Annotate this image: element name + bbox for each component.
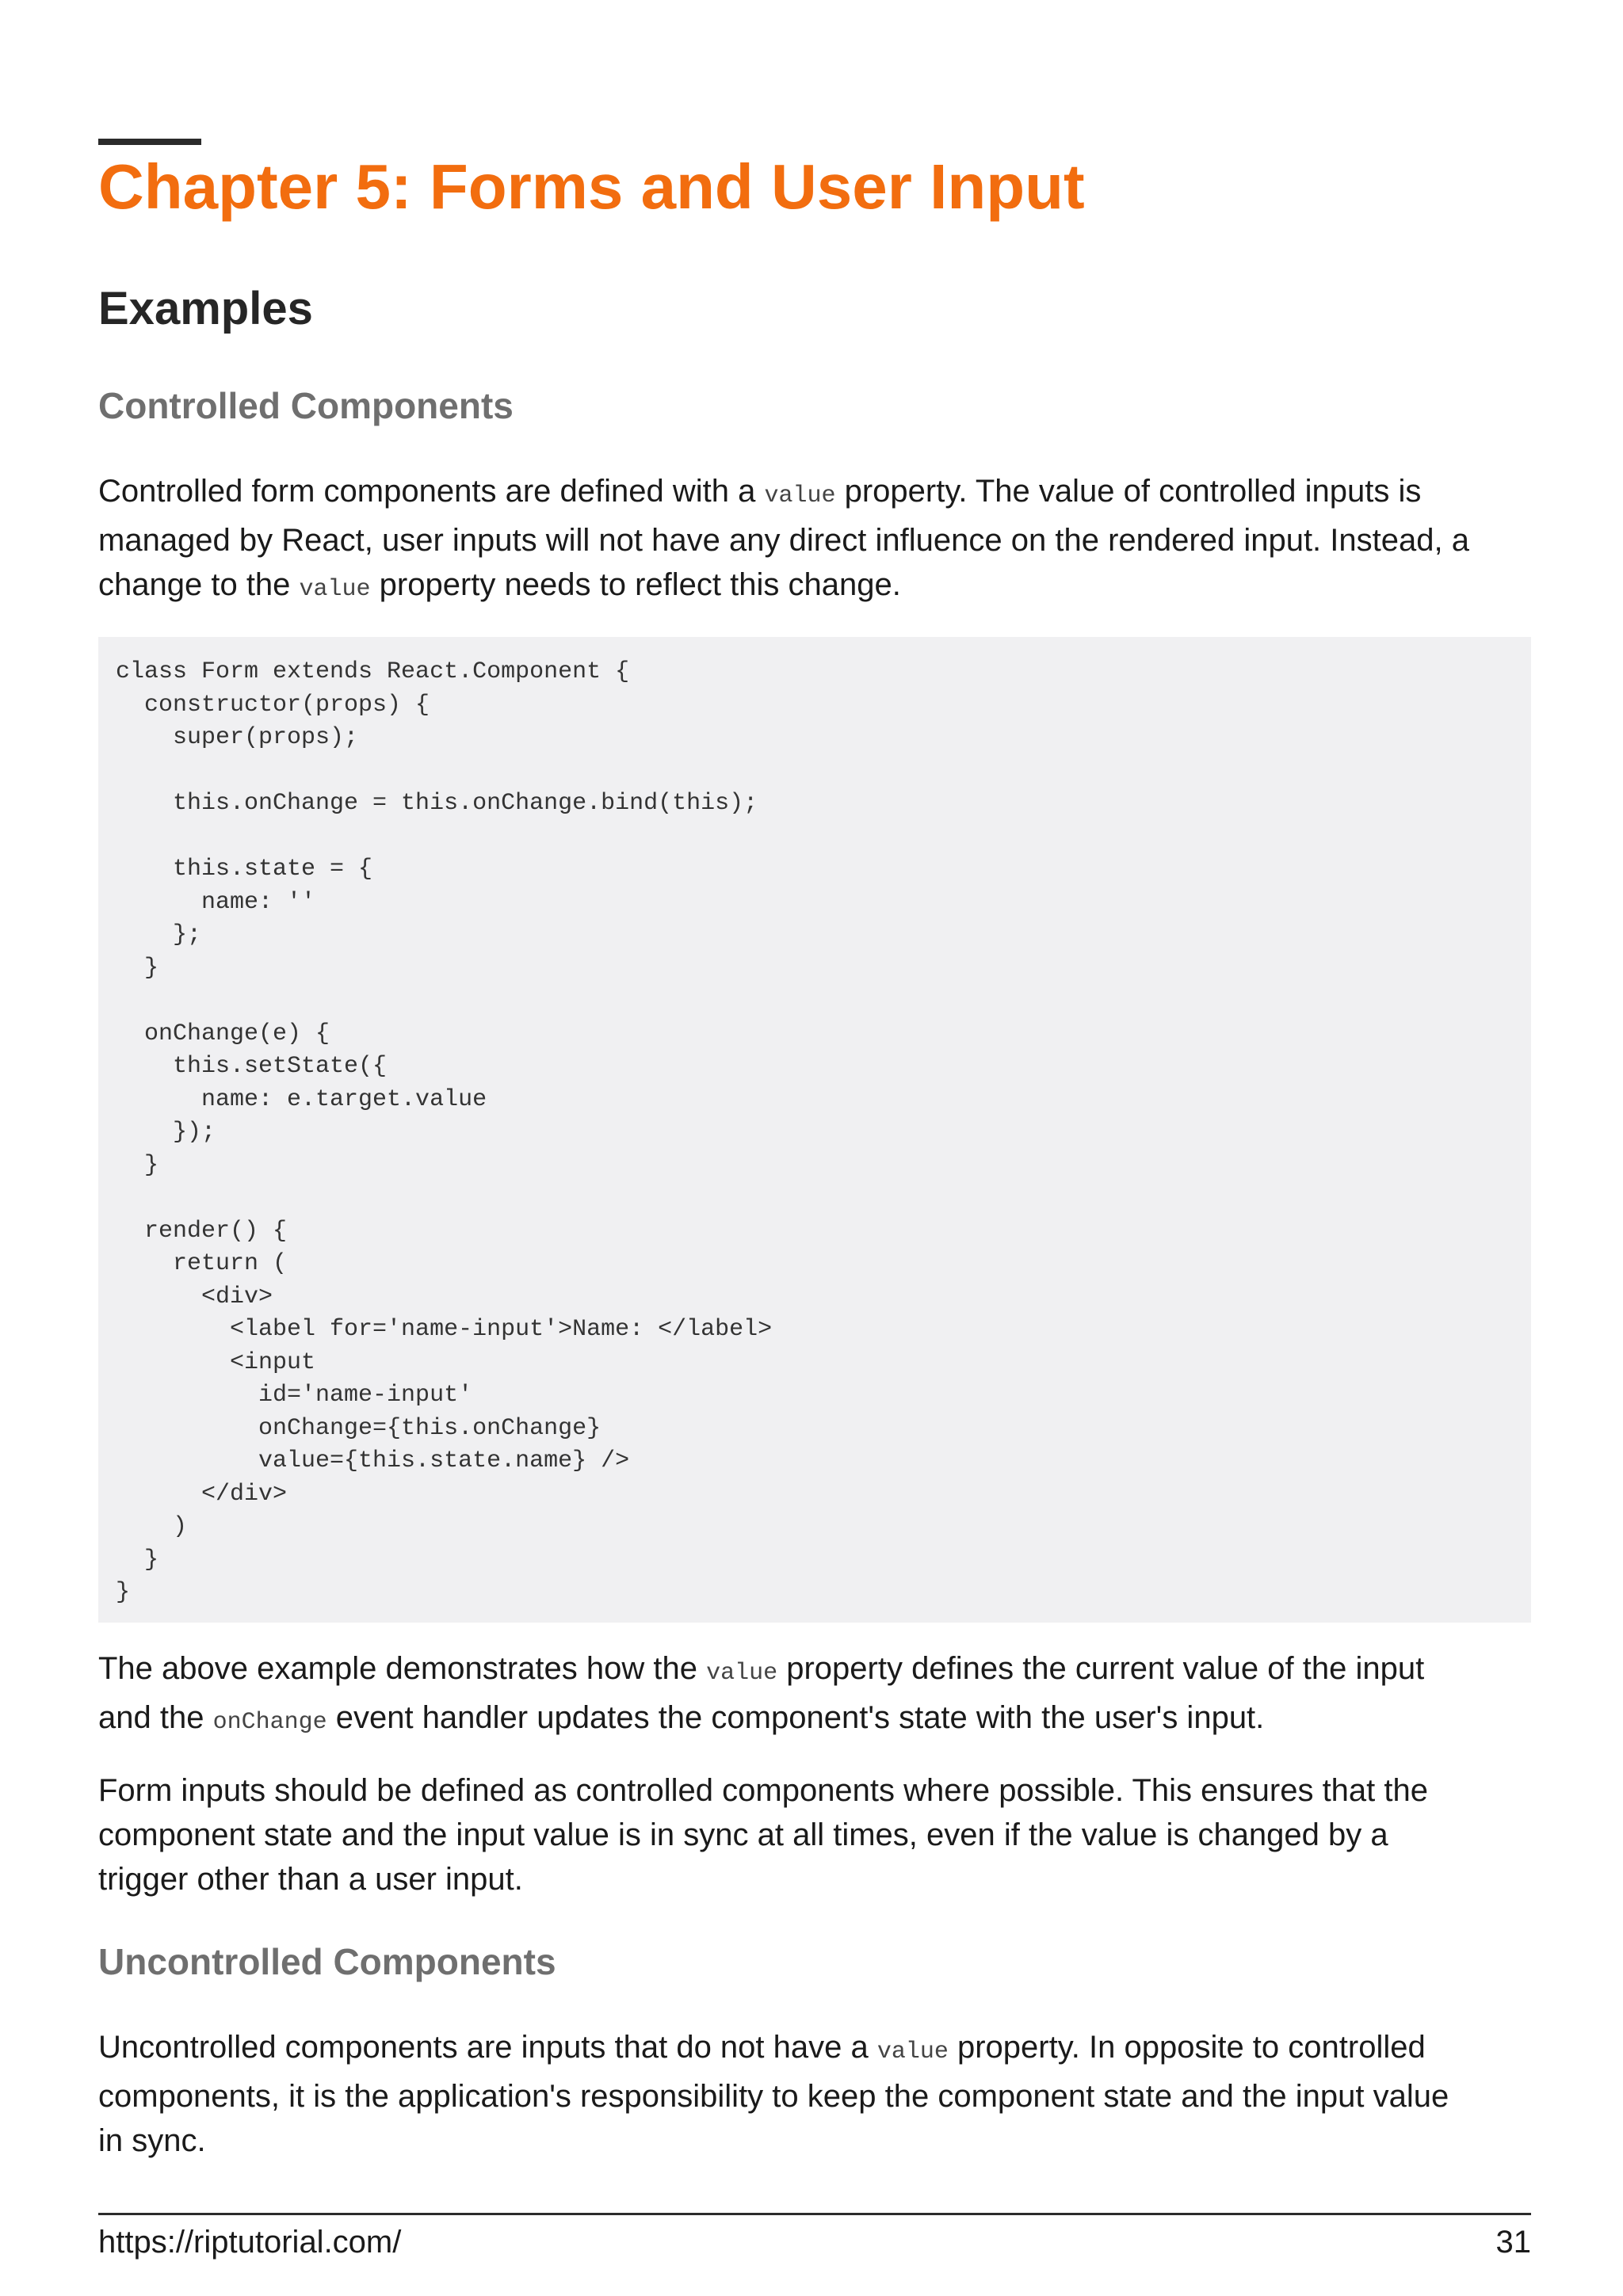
footer-url: https://riptutorial.com/	[98, 2225, 402, 2260]
text-run: change to the	[98, 567, 300, 602]
inline-code: value	[706, 1660, 778, 1687]
text-line: trigger other than a user input.	[98, 1862, 523, 1897]
text-line: components, it is the application's responsibility to keep the component state and the input value	[98, 2079, 1449, 2114]
code-block	[98, 637, 1531, 1623]
text-line	[98, 563, 1531, 612]
text-run: property defines the current value of the input	[777, 1651, 1425, 1686]
text-line	[98, 1646, 1531, 1695]
text-run: Uncontrolled components are inputs that do not have a	[98, 2030, 877, 2065]
page-number: 31	[1495, 2225, 1531, 2260]
text-run: Controlled form components are defined with a	[98, 474, 765, 509]
text-run: and the	[98, 1700, 213, 1735]
text-line: Form inputs should be defined as controlled components where possible. This ensures that the	[98, 1773, 1429, 1808]
controlled-heading: Controlled Components	[98, 385, 514, 426]
text-line	[98, 1695, 1531, 1745]
code-text: class Form extends React.Component { constructor(props) { super(props); this.onChange = this.onChange.bind(this); this.state = { name: '' }; } onChange(e) { this.setState({ name: e.target.value }); } render() { return ( <div> <label for='name-input'>Name: </label> <input id='name-input' onChange={this.onChange} value={this.state.name} /> </div> ) } }	[116, 658, 773, 1606]
inline-code: onChange	[212, 1709, 327, 1736]
inline-code: value	[876, 2039, 949, 2065]
text-line: component state and the input value is in sync at all times, even if the value is changed by a	[98, 1817, 1388, 1852]
text-line: managed by React, user inputs will not have any direct influence on the rendered input. Instead, a	[98, 523, 1469, 558]
text-run: property. The value of controlled inputs is	[835, 474, 1422, 509]
document-page	[98, 0, 1531, 2296]
controlled-note-paragraph	[98, 1768, 1531, 1901]
text-run: event handler updates the component's state with the user's input.	[327, 1700, 1265, 1735]
text-run: The above example demonstrates how the	[98, 1651, 707, 1686]
controlled-explanation-paragraph	[98, 1646, 1531, 1745]
section-title: Examples	[98, 283, 313, 334]
controlled-intro-paragraph	[98, 469, 1531, 612]
text-line	[98, 469, 1531, 518]
text-run: property. In opposite to controlled	[948, 2030, 1426, 2065]
uncontrolled-heading: Uncontrolled Components	[98, 1941, 556, 1982]
text-line	[98, 2025, 1531, 2074]
uncontrolled-intro-paragraph	[98, 2025, 1531, 2163]
chapter-rule	[98, 139, 201, 145]
text-line: in sync.	[98, 2123, 206, 2158]
footer-rule	[98, 2213, 1531, 2215]
inline-code: value	[299, 576, 371, 603]
chapter-title: Chapter 5: Forms and User Input	[98, 151, 1085, 222]
text-run: property needs to reflect this change.	[370, 567, 901, 602]
inline-code: value	[764, 482, 836, 509]
